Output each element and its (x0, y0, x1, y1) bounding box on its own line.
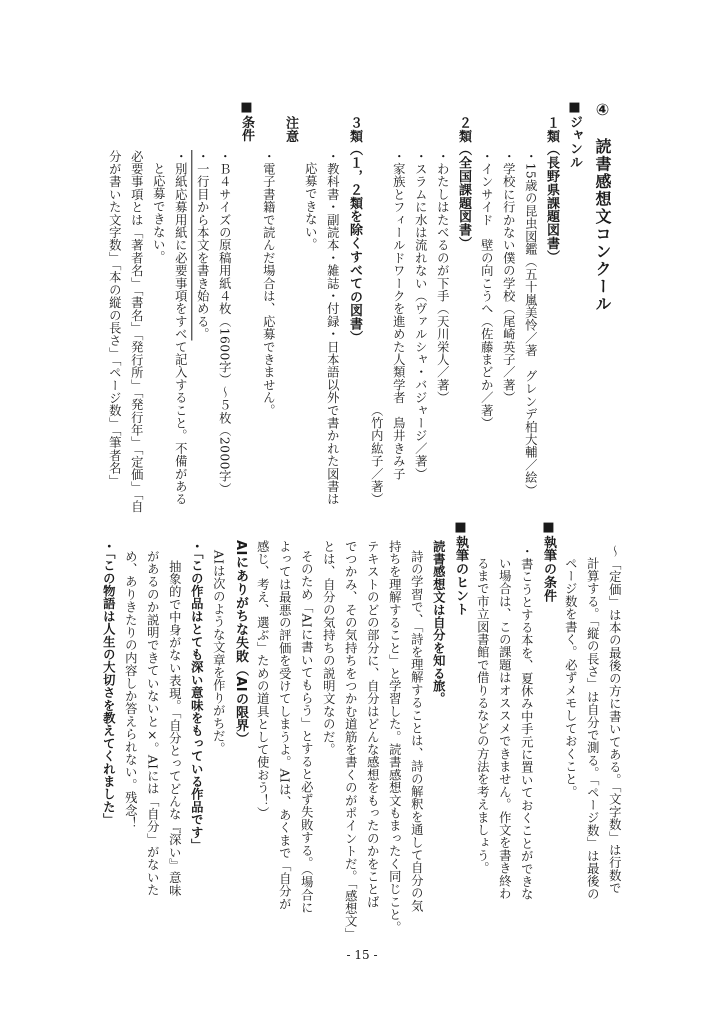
class3-line-1: ・教科書・副読本・雑誌・付録・日本語以外で書かれた図書は (325, 150, 340, 506)
ai-example-2: ・「この物語は人生の大切さを教えてくれました」 (101, 540, 116, 826)
hints-subheading: 読書感想文は自分を知る旅。 (431, 540, 446, 706)
hints-heading: ■執筆のヒント (453, 520, 468, 616)
hints-line-4: でつかみ、その気持ちをつかむ道筋を書くのがポイントだ。「感想文」 (343, 540, 358, 941)
ai-example-1-line-3: め、ありきたりの内容しか答えられない。残念！ (123, 550, 138, 830)
hints-line-6: そのため「AIに書いてもらう」とすると必ず失敗する。（場合に (299, 550, 314, 914)
class1-heading: １類（長野県課題図書） (544, 116, 559, 264)
conditions-line-4: と応募できない。 (151, 162, 166, 264)
hints-line-5: とは、自分の気持ちの説明文なのだ。 (321, 540, 336, 756)
writing-heading: ■執筆の条件 (541, 520, 556, 603)
ai-example-1-line-1: 抽象的で中身がない表現。「自分とってどんな『深い』意味 (167, 560, 182, 897)
ai-line-1: AIは次のような文章を作りがちだ。 (211, 550, 226, 756)
conditions-heading: ■条件 (239, 100, 254, 143)
class2-book-3-author: （竹内紘子／著） (369, 404, 384, 506)
genre-heading: ■ジャンル (567, 100, 582, 169)
hints-line-2: 持ちを理解すること」と学習した。読書感想文もまったく同じこと。 (387, 540, 402, 934)
class3-heading: ３類（１，２類を除くすべての図書） (347, 116, 362, 344)
page-number: - 15 - (346, 948, 378, 962)
class2-heading: ２類（全国課題図書） (456, 116, 471, 250)
ai-example-1: ・「この作品はとても深い意味をもっている作品です」 (189, 540, 204, 852)
conditions-cont-line-3: ページ数を書く。必ずメモしておくこと。 (563, 557, 578, 799)
ai-heading: AIにありがちな失敗（AIの限界） (233, 540, 248, 746)
hints-line-1: 詩の学習で、「詩を理解することは、詩の解釈を通して自分の気 (409, 550, 424, 913)
class2-book-1: ・わたしはたべるのが下手（天川栄人／著） (435, 150, 450, 404)
conditions-cont-line-1: ～「定価」は本の最後の方に書いてある。「文字数」は行数で (607, 545, 622, 895)
writing-line-3: るまで市立図書館で借りるなどの方法を考えましょう。 (475, 557, 490, 875)
hints-line-8: 感じ、考え、選ぶ」ための道具として使おう！） (255, 540, 270, 820)
conditions-line-6: 分が書いた文字数」「本の縦の長さ」「ページ数」「筆者名」 (107, 150, 122, 488)
writing-line-1: ・書こうとする本を、夏休み中手元に置いておくことができな (519, 545, 534, 901)
conditions-line-2: ・一行目から本文を書き始める。 (195, 150, 210, 341)
caution-line-1: ・電子書籍で読んだ場合は、応募できません。 (261, 150, 276, 417)
conditions-cont-line-2: 計算する。「縦の長さ」は自分で測る。「ページ数」は最後の (585, 557, 600, 901)
page-title: ④ 読書感想文コンクール (593, 100, 612, 313)
caution-heading: 注意 (283, 116, 298, 143)
class2-book-2: ・スラムに水は流れない（ヴァルシャ・バジャージ／著） (413, 150, 428, 481)
writing-line-2: い場合は、この課題はオススメできません。作文を書き終わ (497, 557, 512, 900)
class1-book-3: ・インサイド 壁の向こうへ（佐藤まどか／著） (479, 150, 494, 430)
hints-line-7: よっては最悪の評価を受けてしまうよ。AIは、あくまで「自分が (277, 540, 292, 911)
class1-book-1: ・15歳の昆虫図鑑（五十嵐美怜／著 グレンデ柏大輔／絵） (523, 150, 538, 497)
hints-line-3: テキストのどの部分に、自分はどんな感想をもったのかをことば (365, 540, 380, 909)
class1-book-2: ・学校に行かない僕の学校（尾崎英子／著） (501, 150, 516, 404)
conditions-line-1: ・Ｂ４サイズの原稿用紙４枚（1600字）～５枚（2000字） (217, 150, 232, 496)
conditions-line-3: ・別紙応募用紙に必要事項をすべて記入すること。不備がある (173, 150, 188, 506)
class3-line-2: 応募できない。 (303, 162, 318, 251)
conditions-line-5: 必要事項とは「著者名」「書名」「発行所」「発行年」「定価」「自 (129, 150, 144, 513)
class2-book-3: ・家族とフィールドワークを進めた人類学者 鳥井きみ子 (391, 150, 406, 481)
ai-example-1-line-2: があるのか説明できていないと×。AIには「自分」がないた (145, 550, 160, 897)
